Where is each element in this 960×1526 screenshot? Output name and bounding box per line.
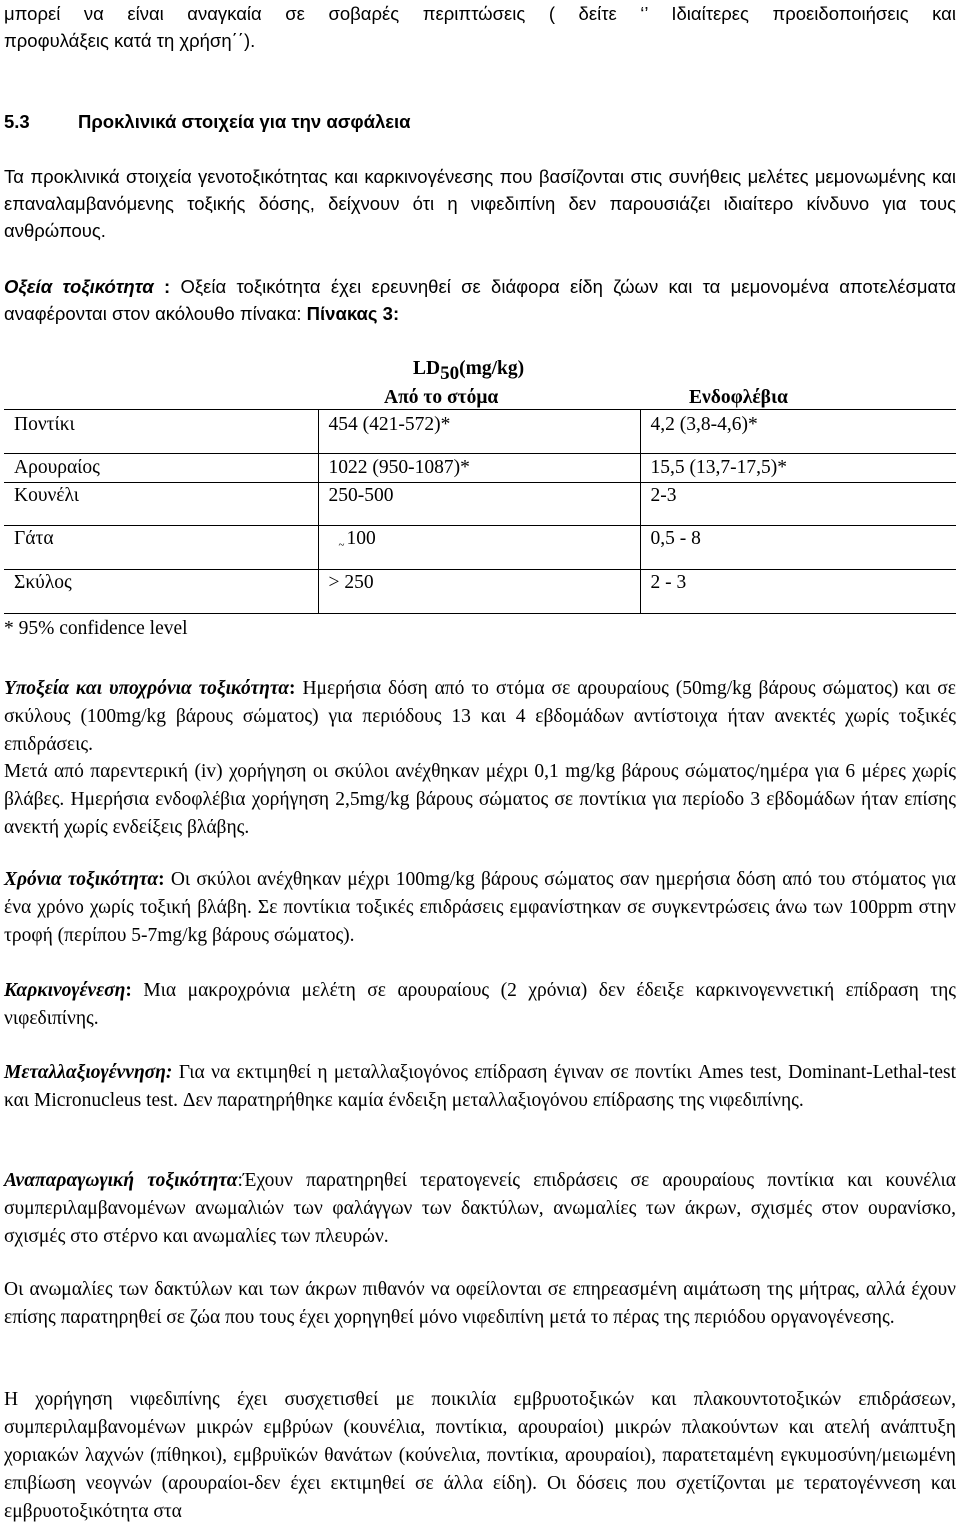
cell-species: Κουνέλι <box>4 483 318 526</box>
reproductive-paragraph <box>4 1167 956 1251</box>
cell-iv: 2-3 <box>640 483 956 526</box>
approx-tilde: ~ <box>338 539 345 551</box>
section-number: 5.3 <box>4 111 30 132</box>
chronic-label: Χρόνια τοξικότητα <box>4 869 159 890</box>
embryotoxicity-paragraph: Η χορήγηση νιφεδιπίνης έχει συσχετισθεί με ποικιλία εμβρυοτοξικών και πλακουντοτοξικών επιδράσεων, συμπεριλαμβανομένων μικρών εμβρύων (κουνέλια, ποντίκια, αρουραίοι) μικρών πλακούντων και ατελή ανάπτυξη χοριακών λαχνών (πίθηκοι), εμβρυϊκών θανάτων (κούνελια, ποντίκια, αρουραίοι), παρατεταμένη εγκυμοσύνη/μειωμένη επιβίωση νεογνών (αρουραίοι-δεν έχει εκτιμηθεί σε άλλα είδη). Οι δόσεις που σχετίζονται με τερατογέννεση και εμβρυοτοξικότητα στα <box>4 1389 956 1522</box>
chronic-colon: : <box>158 869 165 890</box>
continued-line-1: μπορεί να είναι αναγκαία σε σοβαρές περιπτώσεις ( δείτε ‘’ Ιδιαίτερες προειδοποιήσεις και <box>4 3 956 24</box>
table-row <box>4 483 956 526</box>
table-footnote-row <box>4 614 956 654</box>
parenteral-paragraph: Μετά από παρεντερική (iv) χορήγηση οι σκύλοι ανέχθηκαν μέχρι 0,1 mg/kg βάρους σώματος/ημέρα για 6 μέρες χωρίς βλάβες. Ημερήσια ενδοφλέβια χορήγηση 2,5mg/kg βάρους σώματος σε ποντίκια για περίοδο 3 εβδομάδων ήταν επίσης ανεκτή χωρίς ενδείξεις βλάβης. <box>4 761 956 838</box>
carcinogenesis-paragraph <box>4 977 956 1033</box>
cell-oral: 250-500 <box>318 483 640 526</box>
cell-oral: 454 (421-572)* <box>318 410 640 454</box>
table-footnote: * 95% confidence level <box>4 614 318 654</box>
cell-oral: > 250 <box>318 570 640 614</box>
cell-iv: 4,2 (3,8-4,6)* <box>640 410 956 454</box>
reproductive-text: Έχουν παρατηρηθεί τερατογενείς επιδράσεις σε αρουραίους ποντίκια και κουνέλια συμπεριλαμβανομένων ανωμαλιών των φαλάγγων των δακτύλων, ανωμαλίες των άκρων, σχισμές στον ουρανίσκο, σχισμές στο στέρνο και ανωμαλίες των πλευρών. <box>4 1170 956 1247</box>
acute-toxicity-text: Οξεία τοξικότητα έχει ερευνηθεί σε διάφορα είδη ζώων και τα μεμονομένα αποτελέσματα αναφέρονται στον ακόλουθο πίνακα: <box>4 276 956 324</box>
cell-species: Σκύλος <box>4 570 318 614</box>
cell-oral <box>318 526 640 570</box>
cell-species: Αρουραίος <box>4 454 318 483</box>
section-title: Προκλινικά στοιχεία για την ασφάλεια <box>78 111 411 132</box>
empty-cell <box>318 614 640 654</box>
cell-iv: 0,5 - 8 <box>640 526 956 570</box>
acute-toxicity-label: Οξεία τοξικότητα <box>4 276 154 297</box>
subacute-colon: : <box>289 678 296 699</box>
carcinogenesis-colon: : <box>125 980 132 1001</box>
acute-colon: : <box>153 276 181 297</box>
table-row <box>4 570 956 614</box>
subacute-text: Ημερήσια δόση από το στόμα σε αρουραίους (50mg/kg βάρους σώματος) και σε σκύλους (100mg/kg βάρους σώματος) για περιόδους 13 και 4 εβδομάδων αντίστοιχα ήταν ανεκτές χωρίς τοξικές επιδράσεις. <box>4 678 956 755</box>
subacute-label: Υποξεία και υποχρόνια τοξικότητα <box>4 678 290 699</box>
table-row <box>4 454 956 483</box>
cell-oral-value: 100 <box>346 528 376 549</box>
carcinogenesis-label: Καρκινογένεση <box>4 980 126 1001</box>
cell-oral: 1022 (950-1087)* <box>318 454 640 483</box>
section-heading <box>4 108 411 135</box>
ld-prefix: LD <box>413 358 441 379</box>
table-reference: Πίνακας 3: <box>306 303 400 324</box>
carcinogenesis-text: Μια μακροχρόνια μελέτη σε αρουραίους (2 χρόνια) δεν έδειξε καρκινογεννετική επίδραση της νιφεδιπίνης. <box>4 980 956 1029</box>
mutagenesis-text: Για να εκτιμηθεί η μεταλλαξιογόνος επίδραση έγιναν σε ποντίκι Ames test, Dominant-Lethal-test και Micronucleus test. Δεν παρατηρήθηκε καμία ένδειξη μεταλλαξιογόνου επίδρασης της νιφεδιπίνης. <box>4 1062 956 1111</box>
continued-line-2: προφυλάξεις κατά τη χρήση΄΄). <box>4 30 256 51</box>
cell-iv: 2 - 3 <box>640 570 956 614</box>
cell-species: Γάτα <box>4 526 318 570</box>
ld50-table <box>4 409 956 654</box>
subacute-paragraph <box>4 675 956 759</box>
chronic-text: Οι σκύλοι ανέχθηκαν μέχρι 100mg/kg βάρους σώματος σαν ημερήσια δόση από του στόματος για ένα χρόνο χωρίς τοξική βλάβη. Σε ποντίκια τοξικές επιδράσεις εμφανίστηκαν σε συγκεντρώσεις άνω των 100ppm στην τροφή (περίπου 5-7mg/kg βάρους σώματος). <box>4 869 956 946</box>
empty-cell <box>640 614 956 654</box>
mutagenesis-paragraph <box>4 1059 956 1115</box>
cell-species: Ποντίκι <box>4 410 318 454</box>
mutagenesis-label: Μεταλλαξιογέννηση: <box>4 1062 173 1083</box>
table-row <box>4 526 956 570</box>
chronic-paragraph <box>4 866 956 950</box>
reproductive-colon: : <box>237 1170 243 1191</box>
ld-unit: (mg/kg) <box>459 358 525 379</box>
reproductive-label: Αναπαραγωγική τοξικότητα <box>4 1170 238 1191</box>
continued-paragraph <box>4 0 956 54</box>
anomalies-paragraph: Οι ανωμαλίες των δακτύλων και των άκρων πιθανόν να οφείλονται σε επηρεασμένη αιμάτωση της μήτρας, αλλά έχουν επίσης παρατηρηθεί σε ζώα που τους έχει χορηγηθεί μόνο νιφεδιπίνη μετά το πέρας της περιόδου οργανογένεσης. <box>4 1279 956 1328</box>
column-header-iv: Ενδοφλέβια <box>689 387 788 408</box>
table-row <box>4 410 956 454</box>
intro-paragraph: Τα προκλινικά στοιχεία γενοτοξικότητας και καρκινογένεσης που βασίζονται στις συνήθεις μελέτες μεμονωμένης και επαναλαμβανόμενης τοξικής δόσης, δείχνουν ότι η νιφεδιπίνη δεν παρουσιάζει ιδιαίτερο κίνδυνο για τους ανθρώπους. <box>4 166 956 241</box>
cell-iv: 15,5 (13,7-17,5)* <box>640 454 956 483</box>
ld-subscript: 50 <box>440 363 460 384</box>
acute-toxicity-paragraph <box>4 273 956 327</box>
column-header-oral: Από το στόμα <box>384 387 499 408</box>
